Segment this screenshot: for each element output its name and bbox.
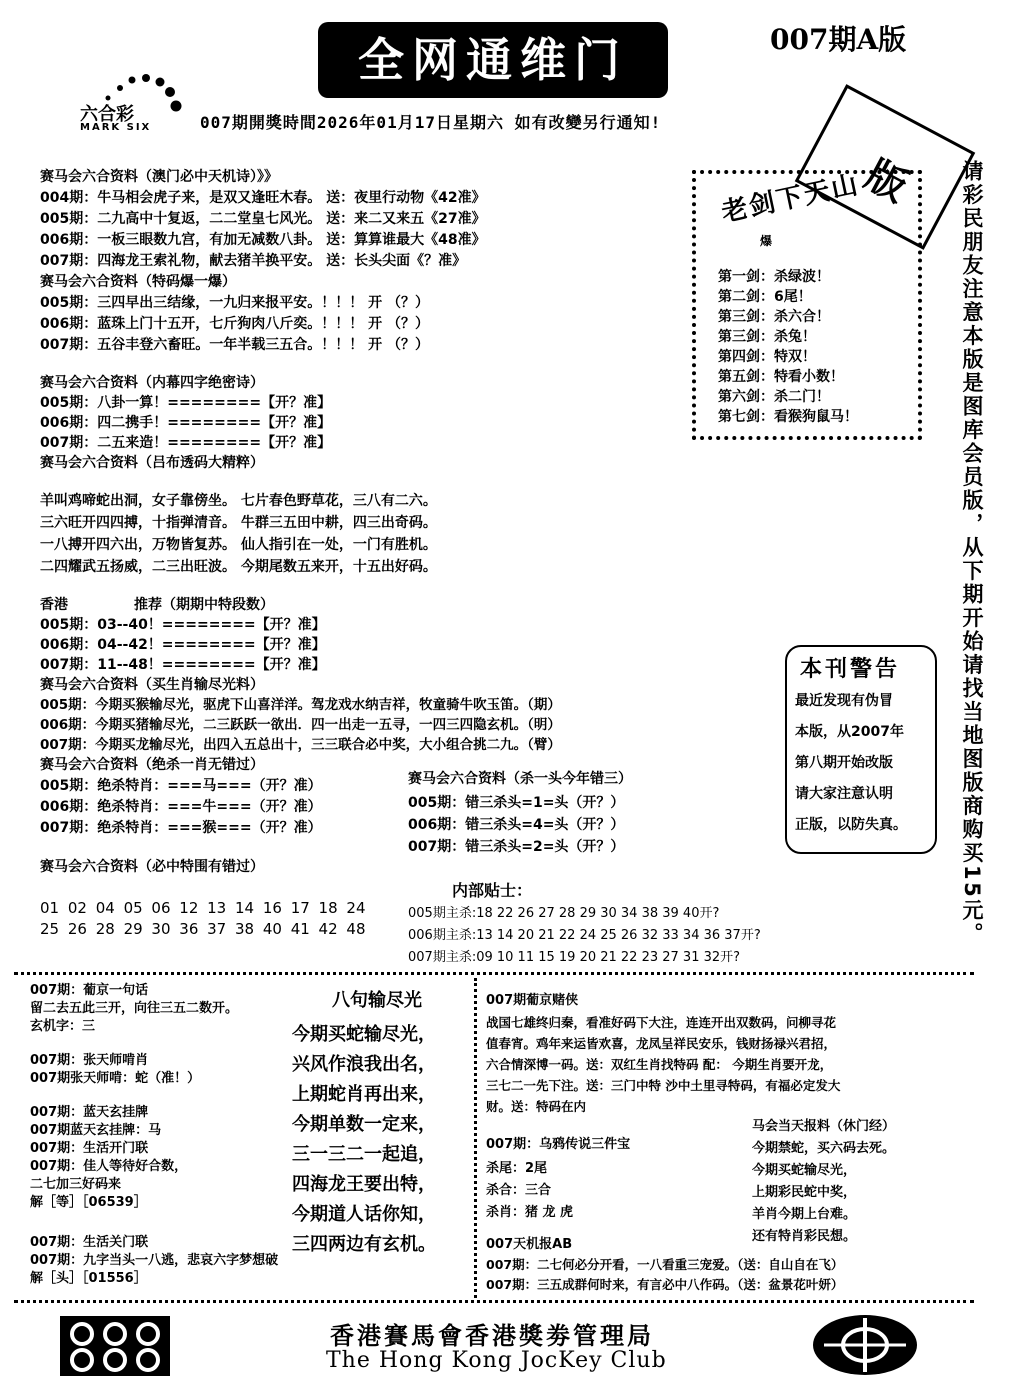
text-line: 玄机字：三 bbox=[30, 1019, 96, 1034]
footer-english: The Hong Kong JocKey Club bbox=[326, 1348, 667, 1373]
text-line: 006期：绝杀特肖：===牛===（开？准） bbox=[40, 799, 322, 815]
divider bbox=[474, 978, 477, 1298]
poem-title: 八句输尽光 bbox=[332, 990, 422, 1011]
text-line: 006期主杀:13 14 20 21 22 24 25 26 32 33 34 36 37开? bbox=[408, 928, 761, 943]
sword-line: 第二剑：6尾！ bbox=[718, 289, 812, 305]
text-line: 二四耀武五扬威，二三出旺波。 今期尾数五来开，十五出好码。 bbox=[40, 559, 437, 575]
text-line: 007期主杀:09 10 11 15 19 20 21 22 23 27 31 32开? bbox=[408, 950, 741, 965]
side-notice: 请彩民朋友注意本版是图库会员版，从下期开始请找当地图版商购买15元。 bbox=[960, 160, 984, 947]
text-line: 还有特肖彩民想。 bbox=[752, 1229, 857, 1244]
text-line: 六合情深博一码。送：双红生肖找特码 配： 今期生肖要开龙， bbox=[486, 1057, 833, 1072]
text-line: 007期：蓝天玄挂牌 bbox=[30, 1105, 149, 1120]
text-line: 财。送：特码在内 bbox=[486, 1099, 587, 1114]
issue-label: 007期A版 bbox=[770, 23, 907, 56]
poem-line: 三一三二一起追， bbox=[292, 1144, 436, 1165]
page-title: 全网通维门 bbox=[318, 22, 668, 98]
text-line: 今期买蛇输尽光， bbox=[752, 1163, 857, 1178]
sword-line: 第七剑：看猴狗鼠马！ bbox=[718, 409, 858, 425]
text-line: 006期：四二携手！========【开？准】 bbox=[40, 415, 332, 431]
warning-line: 本版，从2007年 bbox=[795, 724, 904, 740]
text-line: 007期：九字当头一八逃，悲哀六字梦想破 bbox=[30, 1253, 279, 1268]
text-line: 007期：今期买龙输尽光，出四入五总出十，三三联合必中奖，大小组合挑二九。（臂） bbox=[40, 737, 561, 753]
text-line: 006期：错三杀头=4=头（开？） bbox=[408, 817, 625, 833]
warning-line: 请大家注意认明 bbox=[795, 786, 893, 802]
section-heading: 赛马会六合资料（内幕四字绝密诗） bbox=[40, 375, 264, 391]
sword-title: 老剑下天山 bbox=[718, 169, 863, 229]
text-line: 战国七雄终归秦，看准好码下大注，连连开出双数码，问柳寻花 bbox=[486, 1015, 837, 1030]
divider bbox=[14, 972, 974, 975]
logo-text: 六合彩 bbox=[80, 104, 134, 125]
warning-title: 本刊警告 bbox=[800, 656, 901, 682]
text-line: 007期：绝杀特肖：===猴===（开？准） bbox=[40, 820, 322, 836]
text-line: 二七加三好码来 bbox=[30, 1177, 122, 1192]
section-heading: 赛马会六合资料（必中特围有错过） bbox=[40, 859, 264, 875]
text-line: 007期：乌鸦传说三件宝 bbox=[486, 1137, 631, 1152]
text-line: 007期：生活关门联 bbox=[30, 1235, 149, 1250]
text-line: 一八搏开四六出，万物皆复苏。 仙人指引在一处，一门有胜机。 bbox=[40, 537, 437, 553]
divider bbox=[14, 1300, 974, 1303]
poem-line: 上期蛇肖再出来， bbox=[292, 1084, 436, 1105]
section-heading: 内部贴士： bbox=[452, 881, 533, 900]
text-line: 006期：04--42！========【开？准】 bbox=[40, 637, 326, 653]
text-line: 007期：四海龙王索礼物，献去猪羊换平安。 送：长头尖面《？准》 bbox=[40, 253, 467, 269]
section-heading: 推荐（期期中特段数） bbox=[134, 597, 274, 613]
text-line: 005期：绝杀特肖：===马===（开？准） bbox=[40, 778, 322, 794]
text-line: 007期蓝天玄挂牌：马 bbox=[30, 1123, 162, 1138]
text-line: 006期：一板三眼数九宫，有加无减数八卦。 送：算算谁最大《48准》 bbox=[40, 232, 486, 248]
text-line: 三六旺开四四搏，十指弹清音。 牛群三五田中耕，四三出奇码。 bbox=[40, 515, 437, 531]
text-line: 007期：葡京一句话 bbox=[30, 983, 149, 998]
jockey-club-emblem-icon bbox=[810, 1312, 920, 1378]
sword-sub: 爆 bbox=[760, 234, 773, 248]
text-line: 上期彩民蛇中奖， bbox=[752, 1185, 857, 1200]
section-heading: 马会当天报料（休门经） bbox=[752, 1119, 896, 1134]
number-row: 25 26 28 29 30 36 37 38 40 41 42 48 bbox=[40, 920, 366, 938]
section-heading: 007天机报AB bbox=[486, 1237, 573, 1252]
section-heading: 赛马会六合资料（绝杀一肖无错过） bbox=[40, 757, 264, 773]
stamp-text: 版 bbox=[857, 151, 915, 212]
warning-line: 正版，以防失真。 bbox=[795, 817, 907, 833]
text-line: 羊肖今期上台难。 bbox=[752, 1207, 857, 1222]
mark-six-logo bbox=[80, 70, 190, 140]
poem-line: 三四两边有玄机。 bbox=[292, 1234, 436, 1255]
text-line: 007期：张天师啃肖 bbox=[30, 1053, 149, 1068]
warning-line: 第八期开始改版 bbox=[795, 755, 893, 771]
text-line: 007期：11--48！========【开？准】 bbox=[40, 657, 326, 673]
sword-line: 第三剑：杀六合！ bbox=[718, 309, 830, 325]
poem-line: 今期道人话你知， bbox=[292, 1204, 436, 1225]
text-line: 007期张天师啃：蛇（准！） bbox=[30, 1071, 201, 1086]
footer-right-logo bbox=[810, 1312, 920, 1382]
section-heading: 赛马会六合资料（杀一头今年错三） bbox=[408, 771, 632, 787]
poem-line: 兴风作浪我出名， bbox=[292, 1054, 436, 1075]
text-line: 006期：今期买猪输尽光，二三跃跃一欲出．四一出走一五寻，一四三四隐玄机。（明） bbox=[40, 717, 561, 733]
section-heading-left: 香港 bbox=[40, 597, 68, 613]
section-heading: 赛马会六合资料（吕布透码大精粹） bbox=[40, 455, 264, 471]
text-line: 005期：八卦一算！========【开？准】 bbox=[40, 395, 332, 411]
text-line: 005期主杀:18 22 26 27 28 29 30 34 38 39 40开? bbox=[408, 906, 720, 921]
text-line: 004期：牛马相会虎子来，是双又逢旺木春。 送：夜里行动物《42准》 bbox=[40, 190, 486, 206]
text-line: 今期禁蛇，买六码去死。 bbox=[752, 1141, 896, 1156]
text-line: 解［头］［01556］ bbox=[30, 1271, 147, 1286]
text-line: 005期：二九高中十复返，二二堂皇七风光。 送：来二又来五《27准》 bbox=[40, 211, 486, 227]
sword-line: 第三剑：杀兔！ bbox=[718, 329, 816, 345]
text-line: 值春宵。鸡年来运皆欢喜，龙凤呈祥民安乐，钱财扬禄兴君招， bbox=[486, 1036, 837, 1051]
number-row: 01 02 04 05 06 12 13 14 16 17 18 24 bbox=[40, 899, 366, 917]
poem-line: 今期买蛇输尽光， bbox=[292, 1024, 436, 1045]
text-line: 杀尾：2尾 bbox=[486, 1161, 548, 1176]
text-line: 杀肖：猪 龙 虎 bbox=[486, 1205, 574, 1220]
text-line: 留二去五此三开，向往三五二数开。 bbox=[30, 1001, 239, 1016]
poem-line: 四海龙王要出特， bbox=[292, 1174, 436, 1195]
sword-line: 第六剑：杀二门！ bbox=[718, 389, 830, 405]
text-line: 007期：佳人等待好合数， bbox=[30, 1159, 188, 1174]
section-heading: 赛马会六合资料（买生肖输尽光料） bbox=[40, 677, 264, 693]
text-line: 005期：今期买猴输尽光，驱虎下山喜洋洋。驾龙戏水纳吉祥，牧童骑牛吹玉笛。（期） bbox=[40, 697, 561, 713]
section-heading: 赛马会六合资料（特码爆一爆） bbox=[40, 274, 236, 290]
poem-line: 今期单数一定来， bbox=[292, 1114, 436, 1135]
text-line: 007期：三五成群何时来，有言必中八作码。（送：盆景花叶妍） bbox=[486, 1277, 844, 1292]
logo-subtext: MARK SIX bbox=[80, 122, 152, 133]
sword-line: 第一剑：杀绿波！ bbox=[718, 269, 830, 285]
sword-line: 第四剑：特双！ bbox=[718, 349, 816, 365]
footer-left-logo bbox=[60, 1316, 170, 1380]
text-line: 007期：五谷丰登六畜旺。一年半载三五合。！！！ 开 （？） bbox=[40, 337, 429, 353]
text-line: 007期：二五来造！========【开？准】 bbox=[40, 435, 332, 451]
sword-line: 第五剑：特看小数！ bbox=[718, 369, 844, 385]
text-line: 005期：03--40！========【开？准】 bbox=[40, 617, 326, 633]
text-line: 007期：错三杀头=2=头（开？） bbox=[408, 839, 625, 855]
text-line: 解［等］［06539］ bbox=[30, 1195, 147, 1210]
section-heading: 赛马会六合资料（澳门必中天机诗）》》 bbox=[40, 169, 278, 185]
text-line: 005期：错三杀头=1=头（开？） bbox=[408, 795, 625, 811]
text-line: 006期：蓝珠上门十五开，七斤狗肉八斤奕。！！！ 开 （？） bbox=[40, 316, 429, 332]
text-line: 007期：生活开门联 bbox=[30, 1141, 149, 1156]
footer-chinese: 香港賽馬會香港獎劵管理局 bbox=[330, 1321, 654, 1350]
draw-notice: 007期開獎時間2026年01月17日星期六 如有改變另行通知! bbox=[200, 113, 662, 132]
warning-line: 最近发现有伪冒 bbox=[795, 693, 893, 709]
text-line: 005期：三四早出三结缘，一九归来报平安。！！！ 开 （？） bbox=[40, 295, 429, 311]
swirl-logo-icon bbox=[60, 1316, 170, 1376]
text-line: 杀合：三合 bbox=[486, 1183, 552, 1198]
text-line: 羊叫鸡啼蛇出洞，女子靠傍坐。 七片春色野草花，三八有二六。 bbox=[40, 493, 437, 509]
section-heading: 007期葡京赌侠 bbox=[486, 993, 579, 1008]
text-line: 三七二一先下注。送：三门中特 沙中土里寻特码，有福必定发大 bbox=[486, 1078, 841, 1093]
text-line: 007期：二七何必分开看，一八看重三宠爱。（送：自山自在飞） bbox=[486, 1257, 844, 1272]
